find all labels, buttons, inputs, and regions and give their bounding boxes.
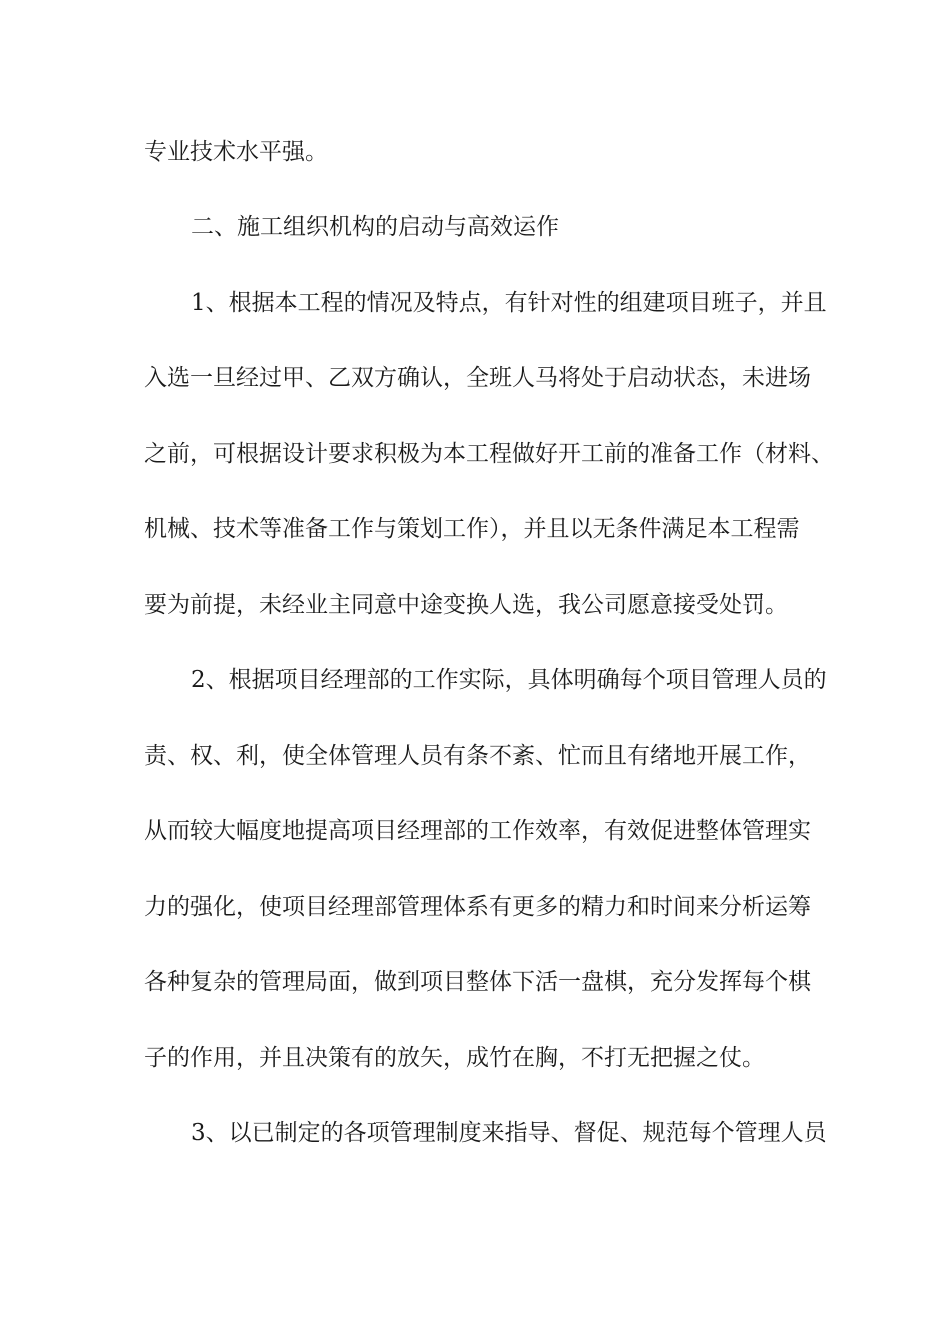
paragraph-line: 责、权、利，使全体管理人员有条不紊、忙而且有绪地开展工作， [144,743,811,769]
paragraph-line: 从而较大幅度地提高项目经理部的工作效率，有效促进整体管理实 [144,818,811,844]
paragraph-line: 入选一旦经过甲、乙双方确认，全班人马将处于启动状态，未进场 [144,365,811,391]
paragraph-line: 各种复杂的管理局面，做到项目整体下活一盘棋，充分发挥每个棋 [144,969,811,995]
paragraph-line: 要为前提，未经业主同意中途变换人选，我公司愿意接受处罚。 [144,592,788,618]
paragraph-line: 机械、技术等准备工作与策划工作），并且以无条件满足本工程需 [144,516,800,542]
paragraph-line: 子的作用，并且决策有的放矢，成竹在胸，不打无把握之仗。 [144,1045,765,1071]
paragraph-line: 2、根据项目经理部的工作实际，具体明确每个项目管理人员的 [191,667,827,693]
paragraph-line: 3、以已制定的各项管理制度来指导、督促、规范每个管理人员 [191,1120,827,1146]
paragraph-line: 1、根据本工程的情况及特点，有针对性的组建项目班子，并且 [191,290,827,316]
section-heading: 二、施工组织机构的启动与高效运作 [191,214,559,240]
paragraph-line: 力的强化，使项目经理部管理体系有更多的精力和时间来分析运筹 [144,894,811,920]
text-line: 专业技术水平强。 [144,139,328,165]
paragraph-line: 之前，可根据设计要求积极为本工程做好开工前的准备工作（材料、 [144,441,834,467]
